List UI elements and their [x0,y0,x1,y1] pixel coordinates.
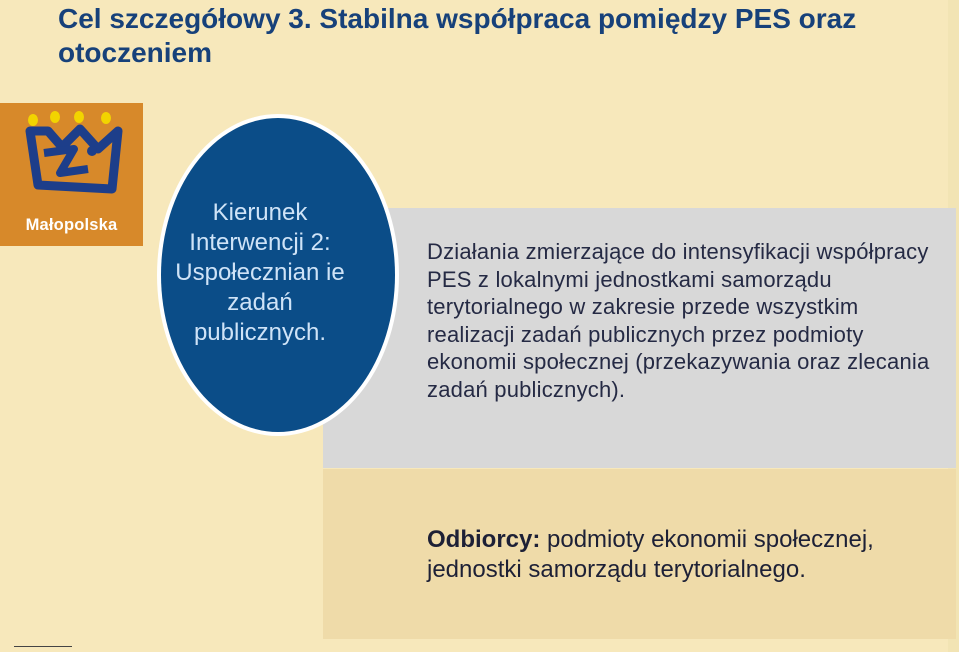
intervention-text: Kierunek Interwencji 2: Uspołecznian ie zadań publicznych. [175,199,345,346]
audience-text [427,525,942,585]
footer-divider [14,646,72,647]
audience-value: podmioty ekonomii społecznej, jednostki samorządu terytorialnego. [427,526,874,583]
logo-text: Małopolska [25,216,118,234]
page-title: Cel szczegółowy 3. Stabilna współpraca pomiędzy PES oraz otoczeniem [58,3,857,68]
audience-label: Odbiorcy: [427,526,541,553]
malopolska-logo [0,103,143,246]
description-text: Działania zmierzające do intensyfikacji współpracy PES z lokalnymi jednostkami samorządu terytorialnego w zakresie przede wszystkim realizacji zadań publicznych przez podmioty ekonomii społecznej (przekazywania oraz zlecania zadań publicznych). [427,239,930,402]
